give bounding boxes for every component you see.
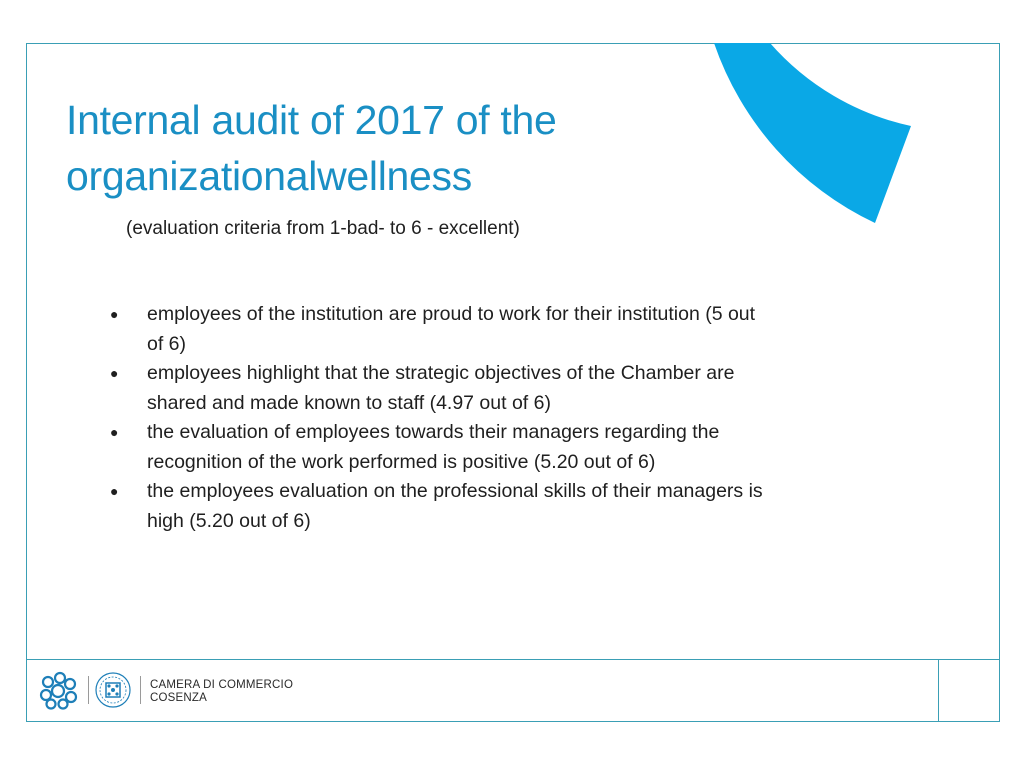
list-item [104, 359, 764, 418]
bullet-text: employees highlight that the strategic objectives of the Chamber are shared and made known to staff (4.97 out of 6) [147, 362, 735, 414]
cosenza-seal-icon [96, 673, 130, 707]
org-name [150, 679, 293, 704]
footer-divider-line [26, 659, 1000, 660]
bullet-dot-icon: ● [110, 424, 119, 440]
slide-title [66, 92, 726, 204]
org-name-line-2: COSENZA [150, 691, 207, 704]
page-number-box-divider [938, 659, 939, 722]
logo-separator [140, 676, 141, 704]
bullet-text: employees of the institution are proud to work for their institution (5 out of 6) [147, 303, 756, 355]
list-item [104, 300, 764, 359]
chamber-of-commerce-logo-icon [41, 673, 76, 709]
list-item [104, 477, 764, 536]
list-item [104, 418, 764, 477]
slide-title-line-2: organizationalwellness [66, 153, 472, 199]
bullet-dot-icon: ● [110, 483, 119, 499]
bullet-text: the evaluation of employees towards their managers regarding the recognition of the work performed is positive (5.20 out of 6) [147, 421, 720, 473]
logo-separator [88, 676, 89, 704]
bullet-text: the employees evaluation on the professional skills of their managers is high (5.20 out of 6) [147, 480, 763, 532]
bullet-dot-icon: ● [110, 365, 119, 381]
slide-title-line-1: Internal audit of 2017 of the [66, 97, 557, 143]
bullet-dot-icon: ● [110, 306, 119, 322]
slide-subtitle: (evaluation criteria from 1-bad- to 6 - excellent) [126, 218, 520, 239]
org-name-line-1: CAMERA DI COMMERCIO [150, 679, 294, 691]
bullet-list [104, 300, 764, 536]
